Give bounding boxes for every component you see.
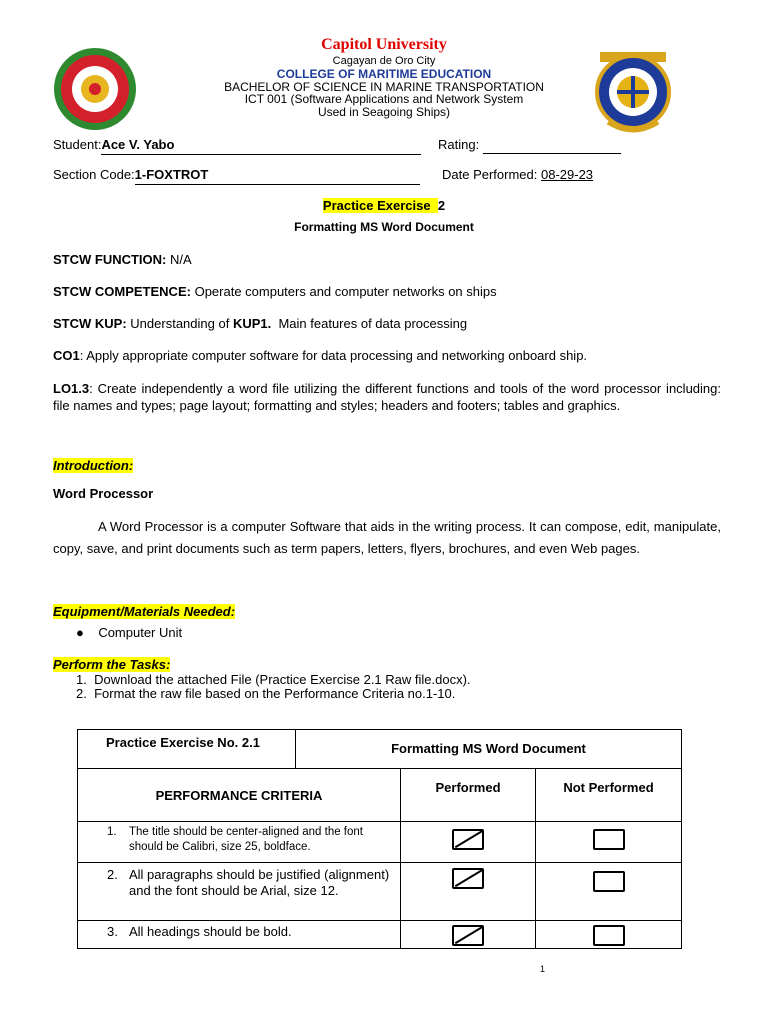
student-name: Ace V. Yabo [101,137,175,152]
date-row [442,167,593,184]
stcw-competence-label: STCW COMPETENCE: [53,284,191,299]
section-label: Section Code: [53,167,135,182]
criteria-row-3: 3. All headings should be bold. [78,921,401,949]
equipment-list-item [76,625,182,642]
criteria-row-1: 1. The title should be center-aligned and the font should be Calibri, size 25, boldface. [78,822,401,863]
course-line-1: ICT 001 (Software Applications and Network System [244,92,524,106]
equipment-heading-text: Equipment/Materials Needed: [53,604,236,619]
performance-criteria-table [77,729,682,949]
rating-label-text: Rating: [438,137,480,152]
date-value: 08-29-23 [541,167,594,182]
criteria-row-3-text: All headings should be bold. [129,924,292,939]
introduction-heading [53,458,133,475]
not-performed-checkbox-3[interactable] [593,925,625,946]
student-name-field [101,137,421,155]
exercise-title-cell [296,730,681,768]
introduction-heading-text: Introduction: [53,458,134,473]
stcw-function [53,252,192,269]
equipment-item-label: Computer Unit [98,625,183,640]
student-label: Student: [53,137,102,152]
exercise-title [0,198,768,215]
section-row [53,167,420,185]
stcw-kup-label: STCW KUP: [53,316,127,331]
stcw-kup-text-1: Understanding of [130,316,230,331]
learning-outcome [53,381,721,414]
section-code-field [135,167,420,185]
task-item-1-label: Download the attached File (Practice Exercise 2.1 Raw file.docx). [94,672,471,687]
section-code: 1-FOXTROT [134,167,209,182]
task-item-1: 1. Download the attached File (Practice Exercise 2.1 Raw file.docx). [76,672,471,687]
task-item-2-label: Format the raw file based on the Performance Criteria no.1-10. [94,686,456,701]
course-outcome [53,348,587,365]
co-label: CO1 [53,348,80,363]
student-row [53,137,421,155]
course-line-2: Used in Seagoing Ships) [317,105,451,119]
not-performed-checkbox-2[interactable] [593,871,625,892]
bullet-icon: ● [76,625,84,640]
performed-checkbox-2[interactable] [452,868,484,889]
stcw-function-value: N/A [170,252,192,267]
stcw-competence [53,284,497,301]
task-item-2: 2. Format the raw file based on the Performance Criteria no.1-10. [76,686,456,701]
exercise-no-cell [78,730,296,768]
date-label: Date Performed: [442,167,538,182]
performed-checkbox-3[interactable] [452,925,484,946]
not-performed-header: Not Performed [563,780,654,795]
university-name: Capitol University [321,36,447,53]
exercise-number: 2 [437,198,446,213]
criteria-row-2: 2. All paragraphs should be justified (alignment) and the font should be Arial, size 12. [78,863,401,921]
rating-field [483,140,621,154]
exercise-title-in-table: Formatting MS Word Document [391,741,586,756]
criteria-row-2-text: All paragraphs should be justified (alignment) and the font should be Arial, size 12. [129,867,390,898]
college-name: COLLEGE OF MARITIME EDUCATION [276,67,492,81]
criteria-header: PERFORMANCE CRITERIA [78,769,401,822]
city-line: Cagayan de Oro City [332,55,436,67]
stcw-kup [53,316,467,333]
performed-checkbox-1[interactable] [452,829,484,850]
intro-paragraph: A Word Processor is a computer Software that aids in the writing process. It can compose, edit, manipulate, copy, save, and print documents such as term papers, letters, flyers, brochures, and even Web pages. [53,519,721,556]
stcw-function-label: STCW FUNCTION: [53,252,167,267]
stcw-kup-text-2: Main features of data processing [278,316,468,331]
word-processor-heading: Word Processor [53,486,154,501]
exercise-title-text: Practice Exercise [322,198,431,213]
exercise-no: Practice Exercise No. 2.1 [106,735,260,750]
equipment-heading [53,604,235,621]
not-performed-checkbox-1[interactable] [593,829,625,850]
stcw-kup-code: KUP1. [232,316,272,331]
criteria-row-1-text: The title should be center-aligned and the font should be Calibri, size 25, boldface. [129,826,363,853]
program-name: BACHELOR OF SCIENCE IN MARINE TRANSPORTATION [224,80,544,94]
lo-value: : Create independently a word file utilizing the different functions and tools of the word processor including: file names and types; page layout; formatting and styles; headers and footers; tables and graphics. [53,381,721,413]
exercise-subtitle: Formatting MS Word Document [294,220,474,234]
tasks-heading-text: Perform the Tasks: [53,657,171,672]
rating-row [438,137,621,154]
performed-header: Performed [401,769,536,821]
lo-label: LO1.3 [53,381,90,396]
co-value: : Apply appropriate computer software for data processing and networking onboard ship. [79,348,588,363]
page-number: 1 [540,964,546,974]
stcw-competence-value: Operate computers and computer networks on ships [194,284,497,299]
